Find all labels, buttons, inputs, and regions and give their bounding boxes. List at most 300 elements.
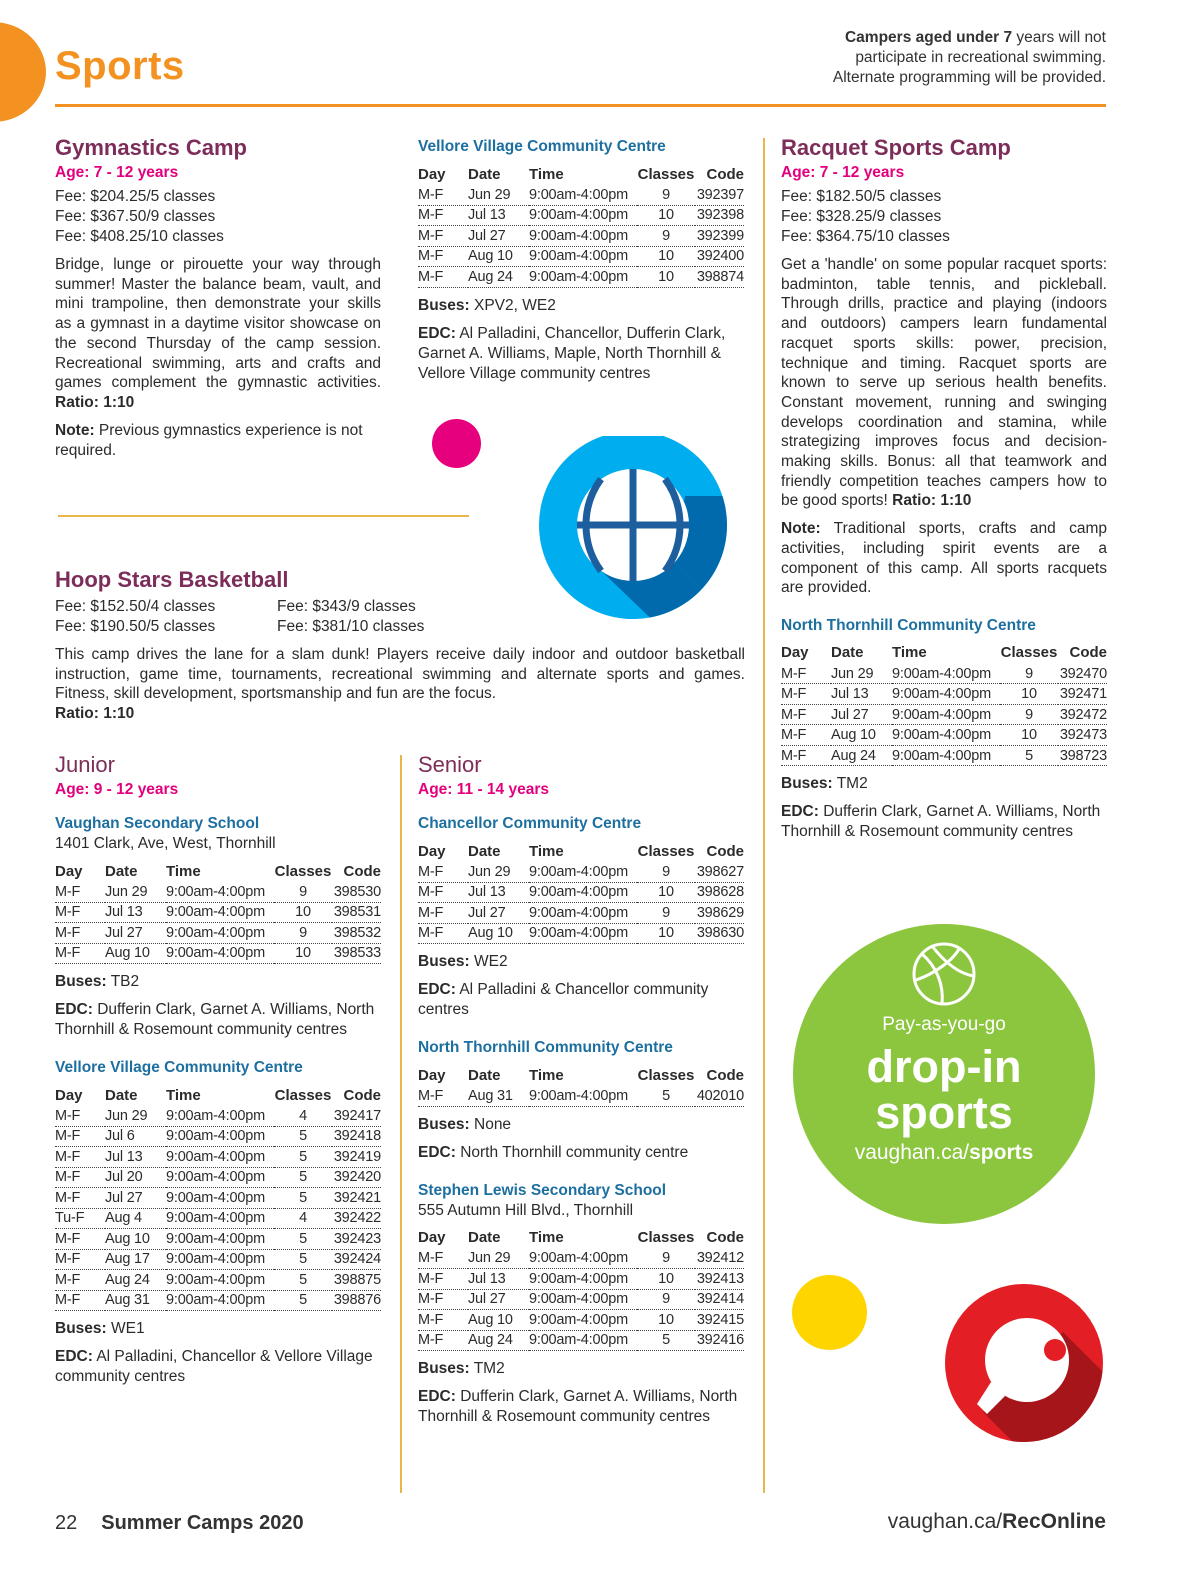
cell-classes: 5: [274, 1229, 332, 1250]
ratio-label: Ratio: 1:10: [55, 705, 135, 723]
column-header-day: Day: [418, 165, 446, 183]
cell-classes: 5: [274, 1167, 332, 1188]
orange-accent-shape: [0, 22, 46, 122]
cell-date: Jun 29: [468, 862, 529, 882]
promo-url[interactable]: [793, 1141, 1095, 1165]
cell-classes: 9: [1000, 704, 1058, 725]
table-row: [418, 1330, 744, 1351]
cell-time: 9:00am-4:00pm: [166, 1188, 274, 1209]
column-header-date: Date: [468, 165, 501, 183]
edc-value: Dufferin Clark, Garnet A. Williams, North Thornhill & Rosemount community centres: [781, 803, 1101, 841]
racquet-description: [781, 255, 1107, 511]
page-number: 22: [55, 1512, 78, 1534]
cell-classes: 4: [274, 1106, 332, 1126]
edc-label: EDC:: [418, 981, 456, 998]
table-header-row: [781, 642, 1107, 664]
cell-classes: 10: [274, 902, 332, 923]
cell-code: 392397: [695, 185, 744, 205]
cell-time: 9:00am-4:00pm: [166, 943, 274, 964]
cell-day: M-F: [781, 704, 831, 725]
cell-date: Jun 29: [468, 185, 529, 205]
column-header-time: Time: [166, 1086, 201, 1104]
cell-code: 392421: [332, 1188, 381, 1209]
column-header-time: Time: [529, 842, 564, 860]
buses-info: [418, 952, 744, 972]
table-row: [55, 1229, 381, 1250]
cell-code: 392416: [695, 1330, 744, 1351]
cell-date: Jul 6: [105, 1126, 166, 1147]
footer-url[interactable]: [888, 1510, 1106, 1534]
cell-day: M-F: [55, 1290, 105, 1311]
table-row: [55, 1167, 381, 1188]
cell-time: 9:00am-4:00pm: [166, 1167, 274, 1188]
column-header-day: Day: [418, 842, 446, 860]
cell-code: 392423: [332, 1229, 381, 1250]
table-row: [418, 903, 744, 924]
edc-info: [418, 1143, 744, 1163]
edc-info: [418, 1387, 744, 1427]
column-header-date: Date: [468, 1066, 501, 1084]
buses-label: Buses:: [781, 775, 833, 793]
buses-info: [55, 1319, 381, 1339]
cell-time: 9:00am-4:00pm: [166, 882, 274, 902]
cell-day: M-F: [418, 923, 468, 944]
hoop-stars-title: Hoop Stars Basketball: [55, 567, 289, 592]
table-row: [55, 902, 381, 923]
column-header-code: Code: [706, 1229, 744, 1246]
fee-line: Fee: $367.50/9 classes: [55, 208, 216, 225]
schedule-table: [418, 1227, 744, 1352]
cell-classes: 5: [637, 1086, 695, 1106]
note-label: Note:: [55, 421, 95, 439]
table-row: [418, 1249, 744, 1269]
hoop-description: [55, 645, 745, 724]
table-row: [781, 704, 1107, 725]
cell-classes: 10: [637, 1310, 695, 1331]
cell-classes: 10: [637, 882, 695, 903]
schedule-table: [418, 163, 744, 288]
edc-info: [781, 802, 1107, 842]
column-header-classes: Classes: [637, 165, 695, 183]
edc-value: Al Palladini & Chancellor community centres: [418, 981, 709, 1018]
cell-code: 402010: [695, 1086, 744, 1106]
cell-day: M-F: [781, 664, 831, 684]
fee-line: Fee: $190.50/5 classes: [55, 618, 216, 635]
buses-value: TM2: [836, 775, 868, 793]
footer-url-bold: RecOnline: [1002, 1510, 1106, 1533]
fee-line: Fee: $328.25/9 classes: [781, 208, 942, 225]
junior-title: Junior: [55, 752, 115, 777]
table-row: [418, 246, 744, 267]
hoop-fees: [55, 597, 745, 637]
table-header-row: [55, 1084, 381, 1106]
edc-value: North Thornhill community centre: [460, 1143, 689, 1161]
cell-time: 9:00am-4:00pm: [529, 267, 637, 288]
cell-classes: 5: [274, 1249, 332, 1270]
cell-time: 9:00am-4:00pm: [529, 1330, 637, 1351]
gymnastics-camp-section: [55, 135, 381, 461]
column-header-classes: Classes: [637, 1066, 695, 1084]
cell-time: 9:00am-4:00pm: [166, 1290, 274, 1311]
column-header-classes: Classes: [637, 1229, 695, 1246]
cell-date: Aug 10: [105, 943, 166, 964]
cell-time: 9:00am-4:00pm: [529, 1289, 637, 1310]
column-header-code: Code: [706, 842, 744, 860]
location-name: Chancellor Community Centre: [418, 815, 642, 832]
column-header-date: Date: [831, 644, 864, 662]
page-title: Sports: [55, 44, 185, 88]
table-header-row: [55, 860, 381, 882]
ratio-label: Ratio: 1:10: [55, 393, 135, 411]
cell-classes: 5: [274, 1147, 332, 1168]
edc-info: [418, 980, 744, 1020]
cell-code: 392420: [332, 1167, 381, 1188]
cell-day: M-F: [55, 1126, 105, 1147]
location-name: North Thornhill Community Centre: [781, 616, 1036, 634]
buses-label: Buses:: [418, 296, 470, 314]
fee-line: Fee: $182.50/5 classes: [781, 188, 942, 205]
ratio-label: Ratio: 1:10: [892, 492, 972, 510]
cell-classes: 9: [637, 1289, 695, 1310]
buses-value: WE2: [474, 953, 508, 970]
cell-classes: 10: [637, 267, 695, 288]
cell-day: M-F: [418, 882, 468, 903]
cell-time: 9:00am-4:00pm: [529, 903, 637, 924]
edc-label: EDC:: [418, 1388, 456, 1405]
cell-code: 392470: [1058, 664, 1107, 684]
cell-day: M-F: [55, 923, 105, 944]
cell-date: Jun 29: [468, 1249, 529, 1269]
table-row: [55, 882, 381, 902]
table-row: [55, 1208, 381, 1229]
edc-value: Dufferin Clark, Garnet A. Williams, North Thornhill & Rosemount community centres: [55, 1001, 375, 1038]
cell-code: 392414: [695, 1289, 744, 1310]
fee-line: Fee: $204.25/5 classes: [55, 188, 216, 205]
edc-value: Dufferin Clark, Garnet A. Williams, North Thornhill & Rosemount community centres: [418, 1388, 738, 1425]
cell-date: Jul 20: [105, 1167, 166, 1188]
cell-date: Jul 13: [831, 684, 892, 705]
table-row: [55, 1188, 381, 1209]
cell-date: Jun 29: [105, 1106, 166, 1126]
note-text-line3: Alternate programming will be provided.: [832, 69, 1106, 86]
senior-age: Age: 11 - 14 years: [418, 781, 549, 798]
cell-code: 392399: [695, 226, 744, 247]
cell-day: M-F: [418, 226, 468, 247]
section-divider: [58, 515, 469, 517]
cell-time: 9:00am-4:00pm: [529, 923, 637, 944]
fee-line: Fee: $408.25/10 classes: [55, 228, 224, 245]
cell-date: Aug 24: [468, 1330, 529, 1351]
buses-info: [418, 296, 744, 316]
cell-classes: 9: [637, 903, 695, 924]
location-name: Vaughan Secondary School: [55, 815, 260, 832]
cell-date: Jul 13: [468, 205, 529, 226]
cell-date: Jun 29: [105, 882, 166, 902]
cell-classes: 10: [637, 246, 695, 267]
column-header-time: Time: [892, 644, 927, 662]
column-header-date: Date: [468, 1229, 501, 1246]
column-header-day: Day: [781, 644, 809, 662]
cell-day: M-F: [55, 943, 105, 964]
header-divider: [55, 104, 1106, 107]
cell-code: 398875: [332, 1270, 381, 1291]
location-name: Vellore Village Community Centre: [55, 1059, 303, 1076]
fee-line: Fee: $152.50/4 classes: [55, 598, 216, 615]
cell-date: Aug 24: [105, 1270, 166, 1291]
schedule-table: [781, 642, 1107, 767]
cell-date: Aug 10: [105, 1229, 166, 1250]
cell-classes: 5: [274, 1126, 332, 1147]
cell-classes: 9: [1000, 664, 1058, 684]
table-row: [418, 205, 744, 226]
column-header-date: Date: [105, 862, 138, 880]
cell-time: 9:00am-4:00pm: [166, 1147, 274, 1168]
cell-code: 398533: [332, 943, 381, 964]
cell-code: 392417: [332, 1106, 381, 1126]
cell-classes: 9: [637, 862, 695, 882]
location-name: Vellore Village Community Centre: [418, 138, 666, 155]
column-header-classes: Classes: [274, 1086, 332, 1104]
cell-day: M-F: [418, 1086, 468, 1106]
junior-age: Age: 9 - 12 years: [55, 781, 179, 798]
cell-classes: 10: [637, 923, 695, 944]
cell-classes: 9: [274, 923, 332, 944]
publication-name: Summer Camps 2020: [101, 1512, 304, 1534]
column-header-code: Code: [343, 1086, 381, 1104]
cell-code: 392418: [332, 1126, 381, 1147]
cell-time: 9:00am-4:00pm: [529, 882, 637, 903]
drop-in-sports-promo[interactable]: [793, 924, 1095, 1224]
column-header-code: Code: [706, 1066, 744, 1084]
cell-date: Jul 13: [105, 902, 166, 923]
gymnastics-schedule-section: [418, 137, 744, 384]
cell-code: 392422: [332, 1208, 381, 1229]
cell-code: 392412: [695, 1249, 744, 1269]
racquet-age: Age: 7 - 12 years: [781, 164, 905, 181]
senior-section: [418, 752, 744, 1427]
note-text: years will not: [1012, 29, 1106, 46]
column-header-time: Time: [529, 165, 564, 183]
cell-code: 398532: [332, 923, 381, 944]
cell-code: 392398: [695, 205, 744, 226]
fee-line: Fee: $381/10 classes: [277, 618, 425, 635]
cell-time: 9:00am-4:00pm: [166, 1208, 274, 1229]
basketball-outline-icon: [910, 940, 978, 1008]
cell-time: 9:00am-4:00pm: [166, 923, 274, 944]
table-row: [55, 1147, 381, 1168]
buses-value: None: [474, 1115, 512, 1133]
senior-title: Senior: [418, 752, 482, 777]
column-header-time: Time: [529, 1229, 564, 1246]
cell-code: 398629: [695, 903, 744, 924]
cell-date: Jul 27: [831, 704, 892, 725]
edc-info: [55, 1000, 381, 1040]
cell-classes: 10: [637, 1269, 695, 1290]
note-label: Note:: [781, 520, 821, 538]
buses-info: [418, 1115, 744, 1135]
cell-classes: 9: [274, 882, 332, 902]
table-row: [781, 725, 1107, 746]
table-row: [55, 943, 381, 964]
cell-classes: 10: [1000, 684, 1058, 705]
cell-code: 392473: [1058, 725, 1107, 746]
cell-code: 392471: [1058, 684, 1107, 705]
cell-day: M-F: [418, 903, 468, 924]
buses-label: Buses:: [55, 973, 107, 990]
cell-date: Aug 31: [468, 1086, 529, 1106]
table-header-row: [418, 1064, 744, 1086]
cell-time: 9:00am-4:00pm: [529, 226, 637, 247]
schedule-table: [55, 1084, 381, 1311]
cell-code: 398531: [332, 902, 381, 923]
promo-tagline: Pay-as-you-go: [882, 1014, 1006, 1035]
cell-date: Aug 10: [468, 1310, 529, 1331]
table-row: [418, 226, 744, 247]
cell-day: M-F: [418, 1289, 468, 1310]
cell-day: M-F: [418, 1269, 468, 1290]
cell-date: Jul 27: [468, 1289, 529, 1310]
table-row: [418, 862, 744, 882]
cell-date: Jul 13: [468, 1269, 529, 1290]
cell-code: 392415: [695, 1310, 744, 1331]
note-text-line2: participate in recreational swimming.: [855, 49, 1106, 66]
cell-classes: 10: [637, 205, 695, 226]
edc-info: [55, 1347, 381, 1387]
table-row: [418, 923, 744, 944]
column-header-code: Code: [1069, 644, 1107, 662]
cell-time: 9:00am-4:00pm: [892, 745, 1000, 766]
table-row: [781, 745, 1107, 766]
cell-classes: 9: [637, 226, 695, 247]
column-header-classes: Classes: [1000, 644, 1058, 662]
cell-date: Jul 27: [468, 226, 529, 247]
cell-day: M-F: [418, 862, 468, 882]
buses-info: [781, 774, 1107, 794]
buses-value: XPV2, WE2: [474, 296, 556, 314]
cell-time: 9:00am-4:00pm: [892, 664, 1000, 684]
column-header-code: Code: [706, 165, 744, 183]
cell-day: M-F: [55, 1147, 105, 1168]
table-header-row: [418, 840, 744, 862]
column-header-day: Day: [418, 1066, 446, 1084]
cell-day: M-F: [418, 1249, 468, 1269]
footer-publication: [55, 1512, 304, 1535]
cell-day: M-F: [418, 1330, 468, 1351]
cell-time: 9:00am-4:00pm: [166, 902, 274, 923]
column-header-classes: Classes: [274, 862, 332, 880]
buses-value: WE1: [111, 1320, 145, 1337]
cell-time: 9:00am-4:00pm: [529, 1249, 637, 1269]
fee-line: Fee: $343/9 classes: [277, 598, 416, 615]
cell-day: M-F: [55, 1167, 105, 1188]
cell-classes: 10: [1000, 725, 1058, 746]
gymnastics-camp-title: Gymnastics Camp: [55, 135, 247, 160]
column-header-day: Day: [418, 1229, 446, 1246]
cell-time: 9:00am-4:00pm: [529, 1086, 637, 1106]
table-row: [418, 1086, 744, 1106]
edc-info: [418, 324, 744, 384]
cell-code: 398628: [695, 882, 744, 903]
cell-classes: 5: [637, 1330, 695, 1351]
cell-day: M-F: [781, 725, 831, 746]
cell-classes: 9: [637, 1249, 695, 1269]
buses-value: TB2: [110, 973, 140, 990]
table-row: [418, 1269, 744, 1290]
cell-code: 398874: [695, 267, 744, 288]
buses-label: Buses:: [418, 1360, 470, 1377]
location-address: 555 Autumn Hill Blvd., Thornhill: [418, 1201, 634, 1219]
schedule-table: [418, 1064, 744, 1107]
cell-day: M-F: [55, 1229, 105, 1250]
cell-date: Aug 10: [468, 923, 529, 944]
cell-time: 9:00am-4:00pm: [892, 725, 1000, 746]
cell-date: Jun 29: [831, 664, 892, 684]
fee-line: Fee: $364.75/10 classes: [781, 228, 950, 245]
table-row: [781, 664, 1107, 684]
cell-date: Jul 27: [468, 903, 529, 924]
gymnastics-note-text: Previous gymnastics experience is not required.: [55, 421, 363, 459]
cell-day: M-F: [418, 205, 468, 226]
cell-day: Tu-F: [55, 1208, 105, 1229]
cell-time: 9:00am-4:00pm: [166, 1106, 274, 1126]
table-row: [418, 1289, 744, 1310]
hoop-stars-section: [55, 567, 745, 724]
buses-info: [55, 972, 381, 992]
cell-time: 9:00am-4:00pm: [529, 246, 637, 267]
cell-code: 392413: [695, 1269, 744, 1290]
cell-day: M-F: [55, 1188, 105, 1209]
cell-day: M-F: [55, 882, 105, 902]
cell-time: 9:00am-4:00pm: [529, 185, 637, 205]
cell-classes: 5: [274, 1270, 332, 1291]
column-header-date: Date: [105, 1086, 138, 1104]
cell-date: Jul 13: [105, 1147, 166, 1168]
gymnastics-description: [55, 255, 381, 413]
buses-label: Buses:: [55, 1320, 107, 1337]
cell-code: 398627: [695, 862, 744, 882]
promo-headline: [793, 1041, 1095, 1138]
column-header-day: Day: [55, 862, 83, 880]
schedule-table: [418, 840, 744, 944]
gymnastics-description-text: Bridge, lunge or pirouette your way through summer! Master the balance beam, vault, and mini trampoline, then demonstrate your skills as a gymnast in a daytime visitor showcase on the second Thursday of the camp session. Recreational swimming, arts and crafts and games complement the gymnastic activities.: [55, 256, 381, 392]
promo-line1: drop-in: [866, 1041, 1022, 1092]
cell-day: M-F: [418, 1310, 468, 1331]
cell-code: 398723: [1058, 745, 1107, 766]
cell-day: M-F: [55, 1106, 105, 1126]
buses-label: Buses:: [418, 1115, 470, 1133]
cell-day: M-F: [418, 267, 468, 288]
table-row: [55, 1106, 381, 1126]
cell-time: 9:00am-4:00pm: [892, 684, 1000, 705]
cell-classes: 5: [274, 1188, 332, 1209]
schedule-table: [55, 860, 381, 964]
cell-code: 392400: [695, 246, 744, 267]
edc-value: Al Palladini, Chancellor, Dufferin Clark, Garnet A. Williams, Maple, North Thornhill & Vellore Village community centres: [418, 324, 726, 382]
cell-day: M-F: [418, 185, 468, 205]
cell-date: Aug 10: [468, 246, 529, 267]
location-name: North Thornhill Community Centre: [418, 1039, 673, 1056]
cell-classes: 5: [274, 1290, 332, 1311]
cell-date: Aug 24: [468, 267, 529, 288]
cell-code: 392424: [332, 1249, 381, 1270]
column-header-time: Time: [166, 862, 201, 880]
cell-time: 9:00am-4:00pm: [166, 1126, 274, 1147]
cell-code: 398630: [695, 923, 744, 944]
table-row: [55, 1126, 381, 1147]
cell-date: Jul 27: [105, 923, 166, 944]
table-row: [781, 684, 1107, 705]
cell-classes: 10: [274, 943, 332, 964]
